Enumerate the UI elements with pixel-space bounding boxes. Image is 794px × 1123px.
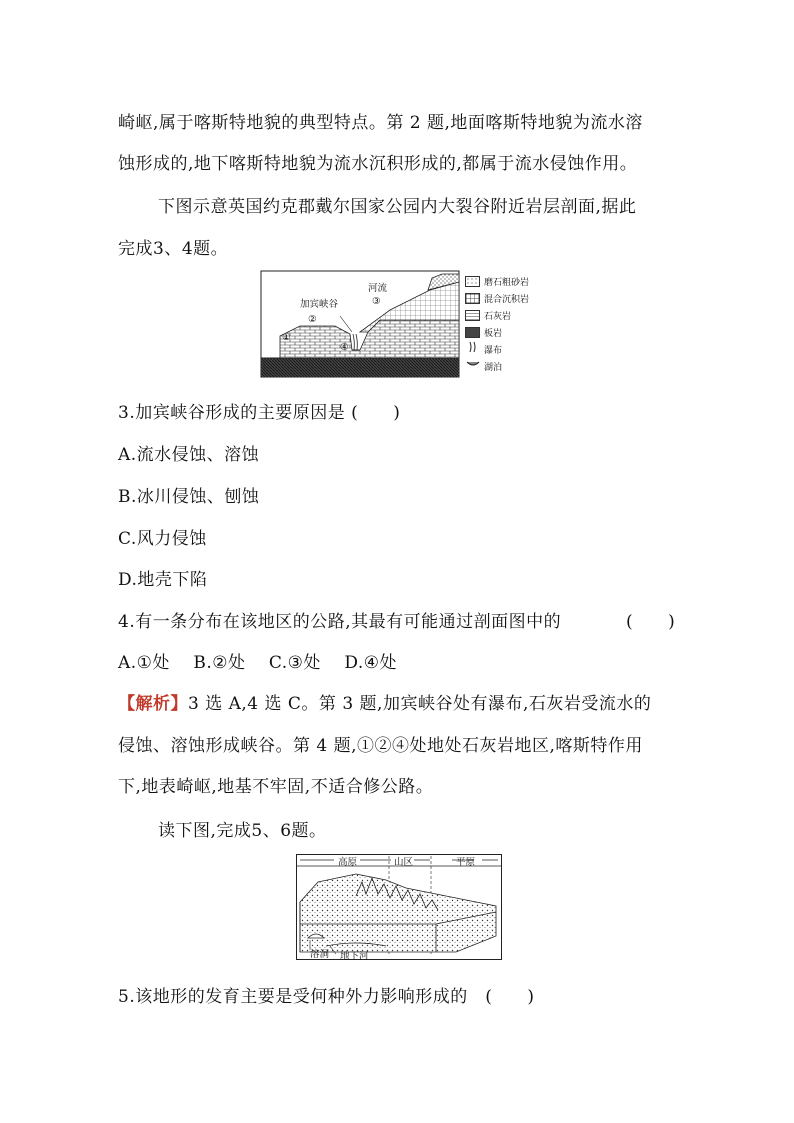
legend-swatch-slate <box>465 327 480 338</box>
question-5-stem: 5.该地形的发育主要是受何种外力影响形成的 ( ) <box>118 987 535 1007</box>
intro-line: 读下图,完成5、6题。 <box>158 821 327 841</box>
waterfall-icon <box>467 341 479 353</box>
question-4-options: A.①处 B.②处 C.③处 D.④处 <box>118 653 397 673</box>
legend-label: 瀑布 <box>484 346 503 356</box>
legend-label: 石灰岩 <box>484 312 512 322</box>
analysis-line: 下,地表崎岖,地基不牢固,不适合修公路。 <box>118 777 434 797</box>
question-3-option-a: A.流水侵蚀、溶蚀 <box>118 445 260 465</box>
marker-2: ② <box>308 314 317 325</box>
intro-line: 下图示意英国约克郡戴尔国家公园内大裂谷附近岩层剖面,据此 <box>158 197 637 217</box>
underground-river-label: 地下河 <box>340 951 369 962</box>
intro-line: 完成3、4题。 <box>118 239 229 259</box>
question-4-answer-paren: ( ) <box>626 612 676 632</box>
marker-3: ③ <box>372 296 381 307</box>
question-3-option-d: D.地壳下陷 <box>118 570 208 590</box>
lake-icon <box>466 358 480 368</box>
legend-label: 湖泊 <box>484 363 503 373</box>
cave-label: 溶洞 <box>310 949 330 960</box>
plateau-label: 高原 <box>338 857 358 868</box>
plain-label: 平原 <box>456 857 476 868</box>
question-3-option-b: B.冰川侵蚀、刨蚀 <box>118 487 260 507</box>
question-3-option-c: C.风力侵蚀 <box>118 529 207 549</box>
analysis-line: 侵蚀、溶蚀形成峡谷。第 4 题,①②④处地处石灰岩地区,喀斯特作用 <box>118 736 643 756</box>
question-4-stem: 4.有一条分布在该地区的公路,其最有可能通过剖面图中的 <box>118 612 562 632</box>
question-3-stem: 3.加宾峡谷形成的主要原因是 ( ) <box>118 403 401 423</box>
legend-label: 混合沉积岩 <box>484 295 530 305</box>
karst-block-figure <box>296 854 502 960</box>
legend-label: 磨石粗砂岩 <box>484 278 530 288</box>
strata-profile-figure <box>260 270 550 380</box>
marker-4: ④ <box>340 342 349 353</box>
mountain-label: 山区 <box>394 857 414 868</box>
analysis-line <box>118 689 651 714</box>
legend-label: 板岩 <box>484 329 503 339</box>
strata-profile-drawing <box>260 270 460 378</box>
legend-swatch-grit <box>465 276 480 287</box>
paragraph-line: 蚀形成的,地下喀斯特地貌为流水沉积形成的,都属于流水侵蚀作用。 <box>118 154 638 174</box>
analysis-tag: 【解析】 <box>118 694 188 714</box>
paragraph-line: 崎岖,属于喀斯特地貌的典型特点。第 2 题,地面喀斯特地貌为流水溶 <box>118 113 643 133</box>
legend-swatch-limestone <box>465 310 480 321</box>
marker-1: ① <box>282 332 291 343</box>
analysis-text: 3 选 A,4 选 C。第 3 题,加宾峡谷处有瀑布,石灰岩受流水的 <box>188 694 652 714</box>
legend-swatch-mixed <box>465 293 480 304</box>
river-label: 河流 <box>368 283 388 294</box>
karst-block-drawing <box>296 854 502 960</box>
canyon-label: 加宾峡谷 <box>300 299 339 310</box>
